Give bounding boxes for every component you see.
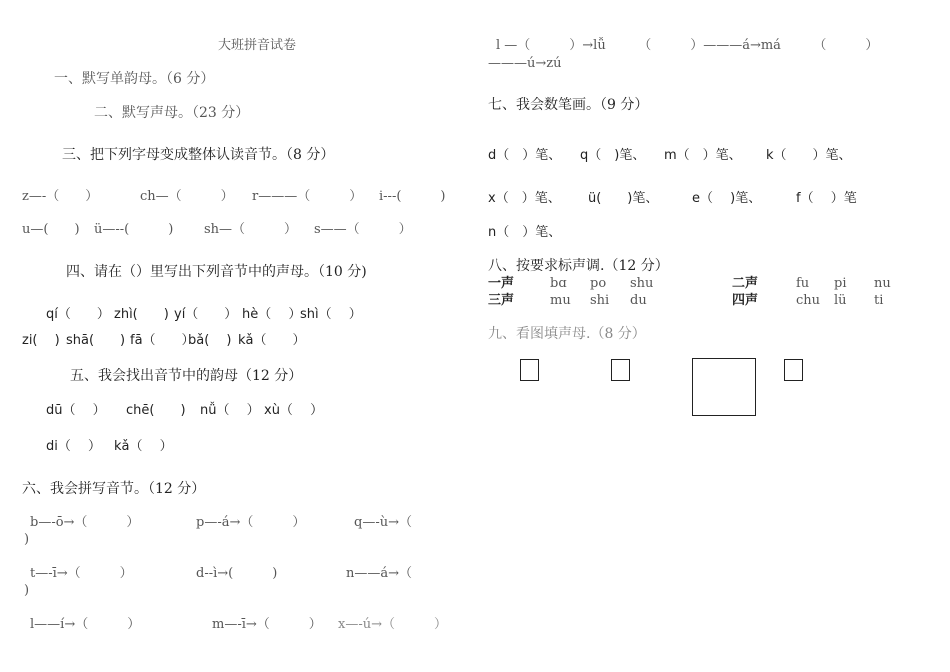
s6-row3-item-3: x—-ú→（ ） [338,617,447,632]
s5-row1-item-4: xù（ ） [264,403,324,418]
s7-row2-item-2: ü( )笔、 [588,191,659,206]
tone3-item-3: du [630,293,647,308]
s4-row1-item-1: qí（ ） [46,307,110,322]
s3-row2-item-1: u—( ) [22,222,80,237]
tone1-item-2: po [590,276,607,291]
s5-row1-item-1: dū（ ） [46,403,106,418]
tone2-item-1: fu [796,276,810,291]
s4-row2-item-1: zi( ) [22,333,60,348]
s6-row1-tail: ) [24,532,30,547]
s5-row2-item-1: di（ ） [46,439,101,454]
s4-row2-item-2: shā( ) [66,333,126,348]
s3-row2-item-3: sh—（ ） [204,222,298,237]
tone4-item-3: ti [874,293,884,308]
tone2-item-2: pi [834,276,847,291]
section-3-heading: 三、把下列字母变成整体认读音节。（8 分） [62,147,335,163]
section-8-heading: 八、按要求标声调.（12 分） [488,258,669,274]
s6-row2-item-3: n——á→（ [346,566,413,581]
section-5-heading: 五、我会找出音节中的韵母（12 分） [70,368,303,384]
section-9-heading: 九、看图填声母.（8 分） [488,326,646,342]
s7-row2-item-3: e（ )笔、 [692,191,762,206]
tone4-item-1: chu [796,293,821,308]
section-1-heading: 一、默写单韵母。（6 分） [54,71,215,87]
s7-row2-item-1: x（ ）笔、 [488,191,561,206]
s4-row2-item-4: bǎ( ) [188,333,232,348]
s6-row3-item-1: l——í→（ ） [30,617,141,632]
tone4-item-2: lü [834,293,847,308]
s4-row2-item-3: fā（ ） [130,333,195,348]
answer-box-2[interactable] [611,359,630,381]
s7-row3-item-1: n（ ）笔、 [488,225,562,240]
tone1-item-1: bɑ [550,276,567,291]
s3-row1-item-3: r———（ ） [252,189,363,204]
s6-row2-tail: ) [24,583,30,598]
s6-row3-item-2: m—-ī→（ ） [212,617,322,632]
s3-row2-item-4: s——（ ） [314,222,412,237]
s3-row1-item-1: z—-（ ） [22,189,99,204]
s3-row2-item-2: ü—--( ) [94,222,174,237]
s4-row1-item-5: shì（ ） [300,307,362,322]
section-6-heading: 六、我会拼写音节。（12 分） [22,481,206,497]
section-4-heading: 四、请在（）里写出下列音节中的声母。（10 分) [66,264,367,280]
s5-row1-item-2: chē( ) [126,403,186,418]
s6-row1-item-3: q—-ù→（ [354,515,412,530]
page-title: 大班拼音试卷 [218,38,297,53]
answer-box-1[interactable] [520,359,539,381]
tone2-label: 二声 [732,276,759,291]
s7-row2-item-4: f（ ）笔 [796,191,857,206]
s7-row1-item-3: m（ ）笔、 [664,148,742,163]
tone1-label: 一声 [488,276,515,291]
s6-row2-item-1: t—-ī→（ ） [30,566,133,581]
s5-row1-item-3: nǚ（ ） [200,403,260,418]
s7-row1-item-4: k（ ）笔、 [766,148,852,163]
tone1-item-3: shu [630,276,654,291]
s6-row1-item-2: p—-á→（ ） [196,515,306,530]
section-7-heading: 七、我会数笔画。（9 分） [488,97,649,113]
s4-row2-item-5: kǎ（ ） [238,333,306,348]
tone3-label: 三声 [488,293,515,308]
s7-row1-item-1: d（ ）笔、 [488,148,562,163]
section-2-heading: 二、默写声母。（23 分） [94,105,250,121]
s4-row1-item-4: hè（ ） [242,307,302,322]
picture-box [692,358,756,416]
tone2-item-3: nu [874,276,891,291]
s3-row1-item-4: i---( ) [379,189,446,204]
tone3-item-2: shi [590,293,610,308]
top-right-line-2: ———ú→zú [488,56,562,71]
top-right-line-1: l —（ ）→lǚ （ ）———á→má （ ） [496,38,879,53]
answer-box-3[interactable] [784,359,803,381]
s7-row1-item-2: q（ )笔、 [580,148,646,163]
tone3-item-1: mu [550,293,571,308]
tone4-label: 四声 [732,293,759,308]
s6-row1-item-1: b—-ō→（ ） [30,515,140,530]
s6-row2-item-2: d--ì→( ) [196,566,278,581]
s3-row1-item-2: ch—（ ） [140,189,234,204]
s5-row2-item-2: kǎ（ ） [114,439,173,454]
s4-row1-item-2: zhì( ) [114,307,169,322]
s4-row1-item-3: yí（ ） [174,307,238,322]
